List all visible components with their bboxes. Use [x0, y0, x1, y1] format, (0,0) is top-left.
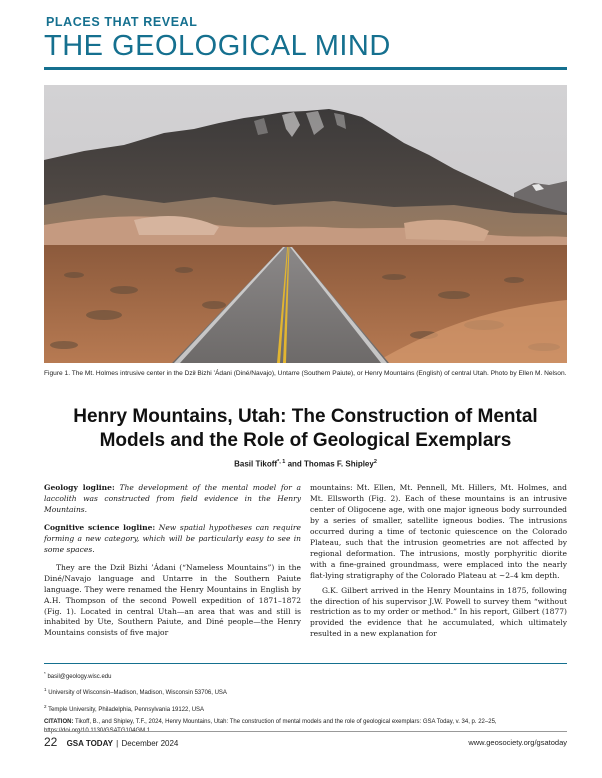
- title-divider: [44, 67, 567, 70]
- affiliation-2: Temple University, Philadelphia, Pennsylvania 19122, USA: [48, 706, 205, 713]
- footnote-aff1-mark: 1: [44, 687, 47, 693]
- cognitive-logline: [44, 523, 301, 556]
- body-paragraph-1: They are the Dził Bizhi ’Ádani (“Nameless Mountains”) in the Diné/Navajo language and Untarre in the Southern Paiute language. They were renamed the Henry Mountains in English by A.H. Thompson of the second Powell expedition of 1871–1872 (Fig. 1). Located in central Utah—an area that was and still is inhabited by Ute, Southern Paiute, and Diné people—the Henry Mountains consists of five major: [44, 562, 301, 638]
- author-1: Basil Tikoff: [234, 459, 278, 469]
- page-number: 22: [44, 735, 58, 749]
- cognitive-logline-label: Cognitive science logline:: [44, 522, 156, 532]
- article-title: Henry Mountains, Utah: The Construction of Mental Models and the Role of Geological Exemplars: [73, 406, 538, 451]
- footnote-email: [44, 669, 567, 682]
- footnote-email-mark: *: [44, 671, 46, 676]
- footnote-affiliation-1: [44, 685, 567, 698]
- citation: [44, 718, 567, 737]
- citation-label: CITATION:: [44, 718, 74, 725]
- author-line: [44, 459, 567, 469]
- geology-logline-text: The development of the mental model for a laccolith was constructed from field evidence in the Henry Mountains.: [44, 483, 301, 514]
- author-2-marks: 2: [373, 459, 377, 465]
- right-column: [310, 483, 567, 640]
- footer-divider: [44, 731, 567, 732]
- footnotes: [44, 669, 567, 739]
- citation-text: Tikoff, B., and Shipley, T.F., 2024, Henry Mountains, Utah: The construction of mental models and the role of geological exemplars: GSA Today, v. 34, p. 22–25,: [75, 718, 497, 725]
- affiliation-1: University of Wisconsin–Madison, Madison, Wisconsin 53706, USA: [48, 690, 227, 697]
- website-link[interactable]: www.geosociety.org/gsatoday: [468, 738, 567, 747]
- issue-date: December 2024: [121, 739, 179, 748]
- magazine-name: GSA TODAY: [66, 739, 113, 748]
- footnote-aff2-mark: 2: [44, 703, 47, 709]
- cognitive-logline-text: New spatial hypotheses can require forming a new category, which will be particularly easy to see in some spaces.: [44, 522, 301, 554]
- geology-logline-label: Geology logline:: [44, 483, 115, 492]
- figure-caption: Figure 1. The Mt. Holmes intrusive center in the Dził Bizhi ’Ádani (Diné/Navajo), Untarre (Southern Paiute), or Henry Mountains (English) of central Utah. Photo by Ellen M. Nelson.: [44, 370, 567, 377]
- footnote-affiliation-2: [44, 702, 567, 715]
- footnote-divider: [44, 663, 567, 664]
- left-column: [44, 483, 301, 639]
- author-1-marks: *, 1: [277, 459, 286, 465]
- page-footer: [44, 735, 178, 749]
- author-separator: and: [285, 459, 305, 469]
- series-title: THE GEOLOGICAL MIND: [44, 30, 391, 62]
- figure-photo: [44, 85, 567, 363]
- author-2: Thomas F. Shipley: [304, 459, 374, 469]
- footer-separator: |: [116, 739, 119, 748]
- body-paragraph-3: G.K. Gilbert arrived in the Henry Mountains in 1875, following the direction of his supervisor J.W. Powell to survey them “without restriction as to my order or method.” In his report, Gilbert (1877) provided the evidence that he accumulated, which ultimately resulted in a new explanation for: [310, 585, 567, 639]
- author-email-link[interactable]: basil@geology.wisc.edu: [47, 674, 112, 680]
- series-kicker: PLACES THAT REVEAL: [46, 15, 198, 29]
- geology-logline: [44, 483, 301, 516]
- body-paragraph-2: mountains: Mt. Ellen, Mt. Pennell, Mt. Hillers, Mt. Holmes, and Mt. Ellsworth (Fig. 2). Each of these mountains is an intrusive center of Oligocene age, with one major igneous body surrounded by a series of smaller, satellite igneous bodies. The intrusions occurred during a time of tectonic quiescence on the Colorado Plateau, such that the intrusion geometries are not affected by regional deformation. The intrusions, mostly porphyritic diorite with a fine-grained groundmass, were emplaced into the nearly flat-lying stratigraphy of the Colorado Plateau at ~2–4 km depth.: [310, 483, 567, 580]
